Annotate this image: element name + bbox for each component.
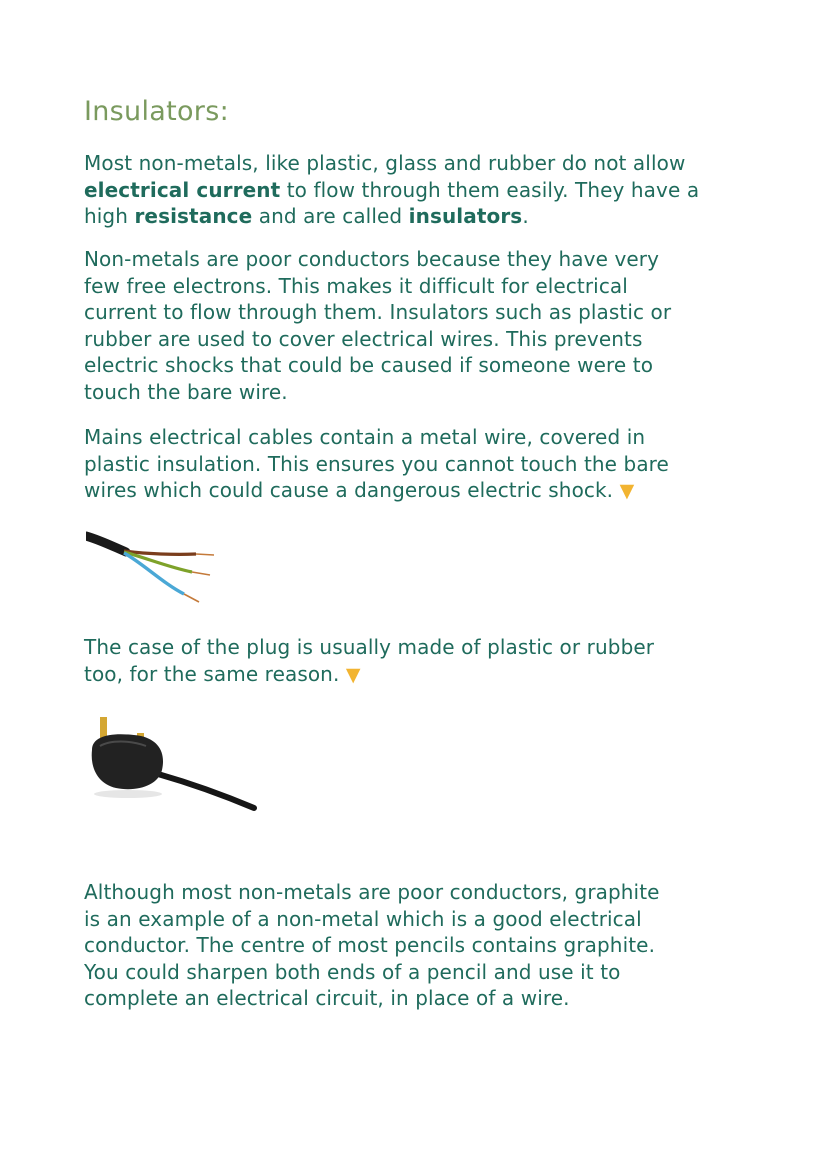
text: high	[84, 204, 135, 228]
insulators-intro-paragraph	[84, 150, 699, 230]
text: and are called	[252, 204, 409, 228]
keyword-resistance: resistance	[134, 204, 253, 228]
page-title: Insulators:	[84, 96, 229, 127]
keyword-insulators: insulators	[408, 204, 523, 228]
text: .	[522, 204, 529, 228]
graphite-paragraph	[84, 879, 660, 1012]
text-line: wires which could cause a dangerous electric shock.	[84, 478, 614, 502]
text-line: Although most non-metals are poor conductors, graphite	[84, 880, 660, 904]
keyword-electrical-current: electrical current	[84, 177, 281, 202]
mains-cable-paragraph	[84, 424, 669, 505]
text-line: electric shocks that could be caused if someone were to	[84, 353, 654, 377]
text: Most non-metals, like plastic, glass and rubber do not allow	[84, 151, 686, 175]
text-line: is an example of a non-metal which is a good electrical	[84, 906, 642, 931]
text-line: rubber are used to cover electrical wires. This prevents	[84, 326, 643, 351]
plug-case-paragraph	[84, 634, 654, 688]
text: to flow through them easily. They have a	[280, 177, 700, 202]
pointing-down-hand-icon: ▼	[345, 663, 361, 686]
uk-plug-image	[86, 712, 258, 814]
text-line: current to flow through them. Insulators such as plastic or	[84, 300, 672, 324]
stripped-cable-image	[86, 524, 220, 606]
text-line: Non-metals are poor conductors because they have very	[84, 247, 660, 271]
text-line: touch the bare wire.	[84, 379, 288, 404]
text-line: conductor. The centre of most pencils contains graphite.	[84, 933, 656, 957]
poor-conductors-paragraph	[84, 246, 671, 405]
text-line: complete an electrical circuit, in place of a wire.	[84, 986, 570, 1010]
text-line: Mains electrical cables contain a metal wire, covered in	[84, 425, 646, 449]
text-line: few free electrons. This makes it difficult for electrical	[84, 273, 628, 298]
text-line: You could sharpen both ends of a pencil and use it to	[84, 959, 621, 984]
pointing-down-hand-icon: ▼	[619, 480, 635, 502]
text-line: plastic insulation. This ensures you cannot touch the bare	[84, 451, 669, 476]
text-line: too, for the same reason.	[84, 661, 340, 686]
text-line: The case of the plug is usually made of plastic or rubber	[84, 635, 655, 659]
